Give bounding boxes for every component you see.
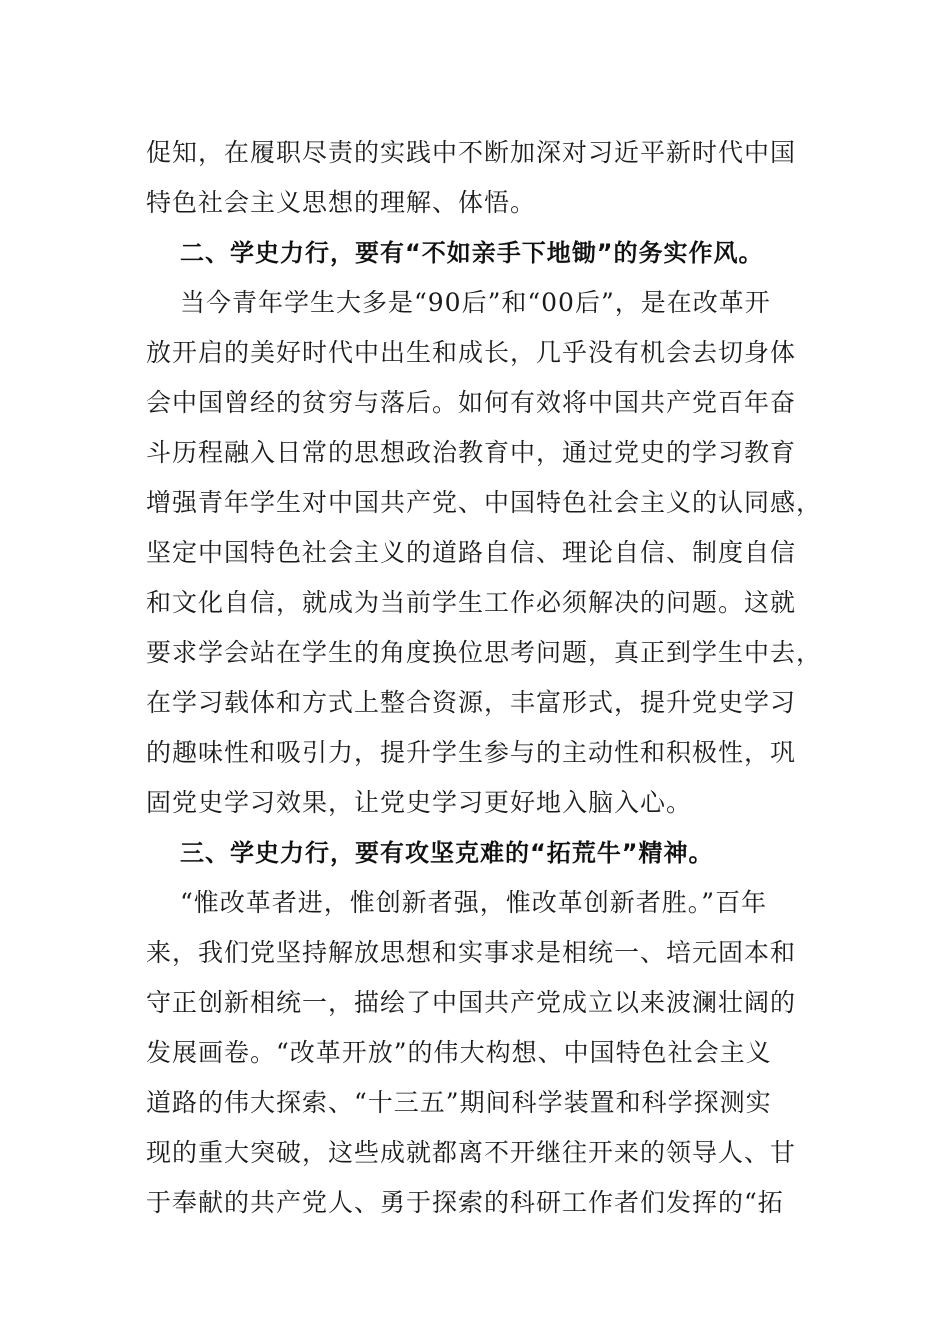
document-body (146, 128, 823, 1228)
section-heading: 二、学史力行，要有“不如亲手下地锄”的务实作风。 (180, 239, 764, 267)
paragraph-line: 特色社会主义思想的理解、体悟。 (146, 188, 537, 217)
paragraph-line: 坚定中国特色社会主义的道路自信、理论自信、制度自信 (146, 538, 797, 567)
paragraph-line: 的趣味性和吸引力，提升学生参与的主动性和积极性，巩 (146, 738, 797, 767)
paragraph-line: “惟改革者进，惟创新者强，惟改革创新者胜。”百年 (180, 888, 768, 917)
paragraph-line: 在学习载体和方式上整合资源，丰富形式，提升党史学习 (146, 688, 797, 717)
paragraph-line: 守正创新相统一，描绘了中国共产党成立以来波澜壮阔的 (146, 988, 797, 1017)
paragraph-line: 道路的伟大探索、“十三五”期间科学装置和科学探测实 (146, 1088, 772, 1117)
paragraph-line: 会中国曾经的贫穷与落后。如何有效将中国共产党百年奋 (146, 388, 797, 417)
paragraph-line: 当今青年学生大多是“90后”和“00后”，是在改革开 (180, 288, 771, 317)
paragraph-line: 固党史学习效果，让党史学习更好地入脑入心。 (146, 788, 693, 817)
paragraph-line: 要求学会站在学生的角度换位思考问题，真正到学生中去， (146, 638, 823, 667)
paragraph-line: 和文化自信，就成为当前学生工作必须解决的问题。这就 (146, 588, 797, 617)
paragraph-line: 发展画卷。“改革开放”的伟大构想、中国特色社会主义 (146, 1038, 772, 1067)
paragraph-line: 于奉献的共产党人、勇于探索的科研工作者们发挥的“拓 (146, 1188, 784, 1217)
paragraph-line: 来，我们党坚持解放思想和实事求是相统一、培元固本和 (146, 938, 797, 967)
paragraph-line: 现的重大突破，这些成就都离不开继往开来的领导人、甘 (146, 1138, 797, 1167)
paragraph-line: 促知，在履职尽责的实践中不断加深对习近平新时代中国 (146, 138, 797, 167)
paragraph-line: 放开启的美好时代中出生和成长，几乎没有机会去切身体 (146, 338, 797, 367)
paragraph-line: 增强青年学生对中国共产党、中国特色社会主义的认同感， (146, 488, 823, 517)
section-heading: 三、学史力行，要有攻坚克难的“拓荒牛”精神。 (180, 839, 714, 867)
paragraph-line: 斗历程融入日常的思想政治教育中，通过党史的学习教育 (146, 438, 797, 467)
